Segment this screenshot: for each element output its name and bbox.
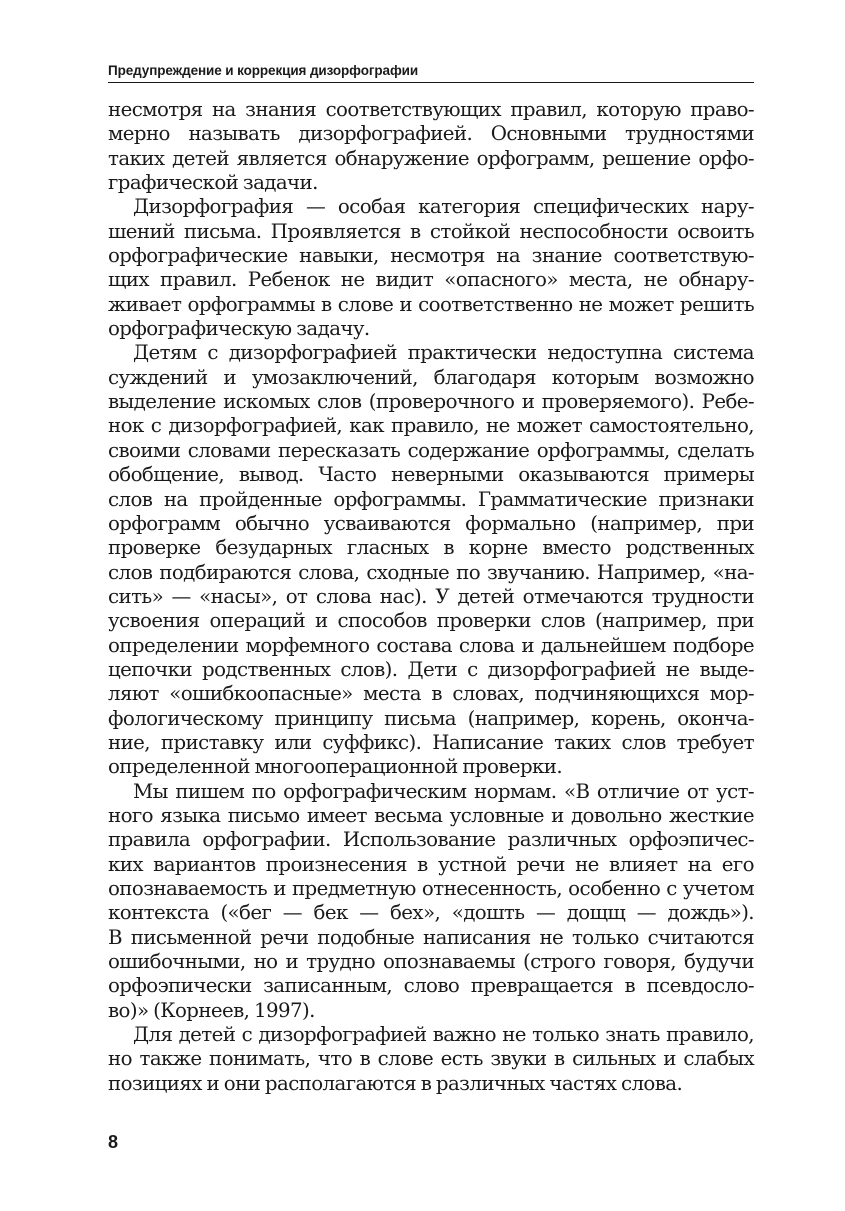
text-line: сить» — «насы», от слова нас). У детей отмечаются трудности: [108, 584, 754, 608]
text-line: контекста («бег — бек — бех», «дошть — дощщ — дождь»).: [108, 901, 754, 925]
text-line: Мы пишем по орфографическим нормам. «В отличие от уст-: [133, 779, 754, 803]
text-line: таких детей является обнаружение орфограмм, решение орфо-: [108, 146, 754, 170]
running-header-title: Предупреждение и коррекция дизорфографии: [108, 63, 419, 78]
text-line: обобщение, вывод. Часто неверными оказываются примеры: [108, 463, 754, 487]
text-line: графической задачи.: [108, 171, 318, 195]
page-number: 8: [108, 1132, 119, 1152]
text-line: нок с дизорфографией, как правило, не может самостоятельно,: [108, 414, 754, 438]
text-line: суждений и умозаключений, благодаря которым возможно: [108, 365, 754, 389]
text-line: ляют «ошибкоопасные» места в словах, подчиняющихся мор-: [108, 682, 754, 706]
text-line: мерно называть дизорфографией. Основными трудностями: [108, 122, 754, 146]
text-line: своими словами пересказать содержание орфограммы, сделать: [108, 438, 754, 462]
text-line: орфоэпически записанным, слово превращается в псевдосло-: [108, 974, 754, 998]
text-line: щих правил. Ребенок не видит «опасного» места, не обнару-: [108, 268, 754, 292]
paragraph-4: [108, 780, 754, 1023]
text-line: проверке безударных гласных в корне вместо родственных: [108, 536, 754, 560]
text-line: во)» (Корнеев, 1997).: [108, 998, 315, 1022]
text-line: слов на пройденные орфограммы. Грамматические признаки: [108, 487, 754, 511]
text-line: орфограмм обычно усваиваются формально (например, при: [108, 511, 754, 535]
text-line: живает орфограммы в слове и соответственно не может решить: [108, 292, 754, 316]
paragraph-3: [108, 341, 754, 779]
text-line: определенной многооперационной проверки.: [108, 755, 563, 779]
text-line: Дизорфография — особая категория специфических нару-: [133, 195, 754, 219]
body-text: [108, 98, 754, 1096]
text-line: опознаваемость и предметную отнесенность, особенно с учетом: [108, 877, 754, 900]
text-line: слов подбираются слова, сходные по звучанию. Например, «на-: [108, 560, 754, 584]
text-line: правила орфографии. Использование различных орфоэпичес-: [108, 828, 754, 852]
text-line: орфографические навыки, несмотря на знание соответствую-: [108, 244, 754, 268]
text-line: несмотря на знания соответствующих правил, которую право-: [108, 98, 754, 121]
paragraph-5: [108, 1023, 754, 1096]
text-line: Для детей с дизорфографией важно не только знать правило,: [133, 1023, 754, 1047]
text-line: цепочки родственных слов). Дети с дизорфографией не выде-: [108, 657, 754, 681]
text-line: определении морфемного состава слова и дальнейшем подборе: [108, 633, 754, 657]
text-line: шений письма. Проявляется в стойкой неспособности освоить: [108, 219, 754, 243]
text-line: В письменной речи подобные написания не только считаются: [108, 925, 754, 949]
text-line: усвоения операций и способов проверки слов (например, при: [108, 609, 754, 633]
text-line: Детям с дизорфографией практически недоступна система: [133, 341, 754, 365]
text-line: фологическому принципу письма (например, корень, оконча-: [108, 706, 754, 730]
header-rule: [108, 82, 754, 83]
paragraph-2: [108, 195, 754, 341]
text-line: ного языка письмо имеет весьма условные и довольно жесткие: [108, 803, 754, 827]
text-line: позициях и они располагаются в различных частях слова.: [108, 1071, 683, 1095]
text-line: ких вариантов произнесения в устной речи не влияет на его: [108, 852, 754, 876]
text-line: выделение искомых слов (проверочного и проверяемого). Ребе-: [108, 390, 754, 414]
text-line: ние, приставку или суффикс). Написание таких слов требует: [108, 730, 754, 754]
paragraph-1: [108, 98, 754, 195]
text-line: но также понимать, что в слове есть звуки в сильных и слабых: [108, 1047, 754, 1071]
text-line: орфографическую задачу.: [108, 317, 370, 341]
text-line: ошибочными, но и трудно опознаваемы (строго говоря, будучи: [108, 950, 754, 974]
